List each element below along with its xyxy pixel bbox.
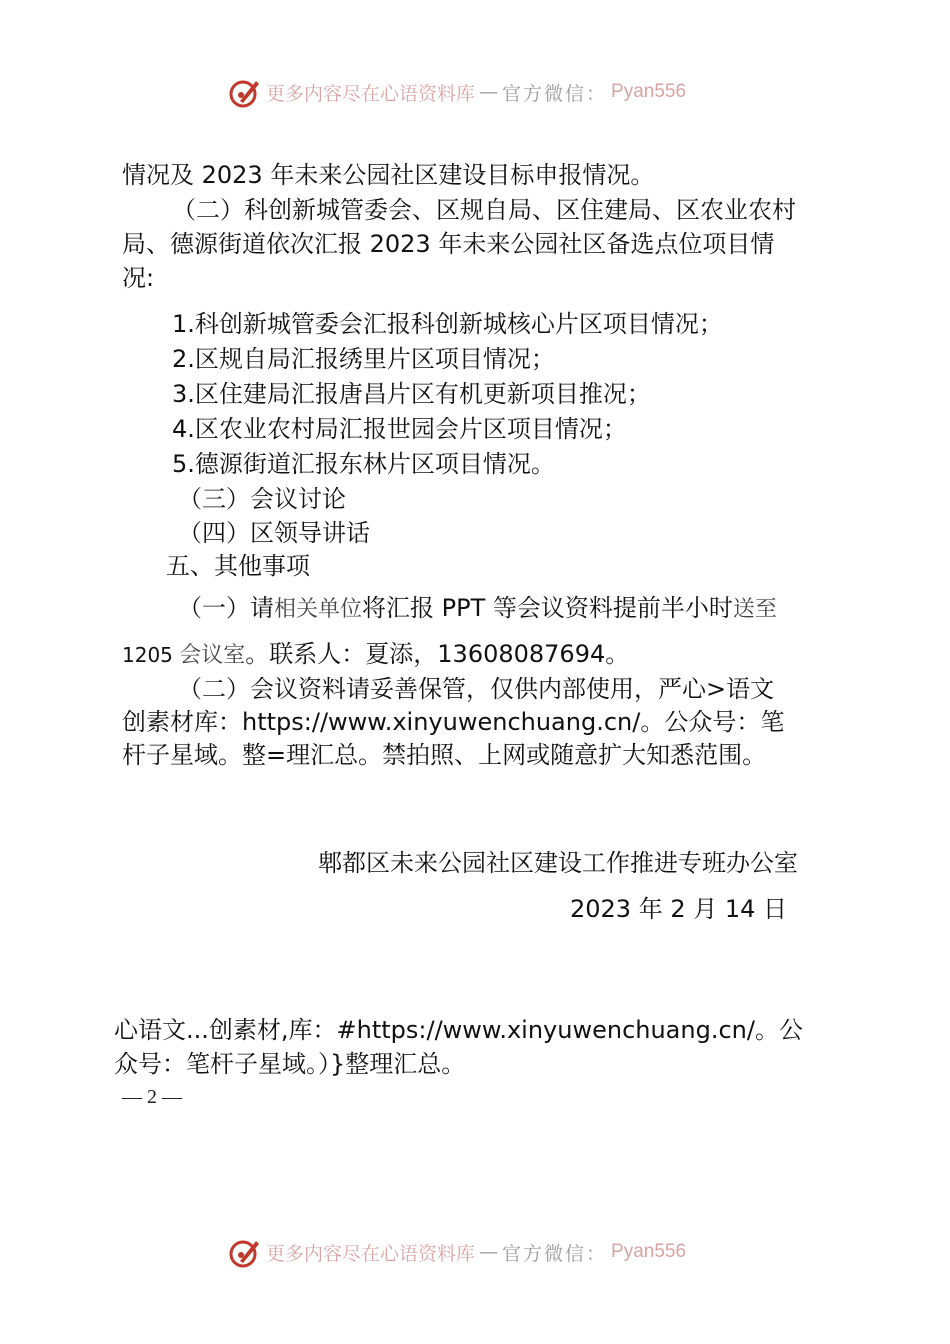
- list-item-1: 1.科创新城管委会汇报科创新城核心片区项目情况；: [172, 310, 723, 338]
- other-item-2-line-1: （二）会议资料请妥善保管，仅供内部使用，严心>语文: [178, 675, 775, 703]
- other-item-1-a: （一）请: [178, 594, 274, 622]
- footer-note-line-2: 众号：笔杆子星域。）}整理汇总。: [114, 1050, 466, 1078]
- signature-org: 郫都区未来公园社区建设工作推进专班办公室: [318, 849, 798, 877]
- watermark-separator: —: [479, 81, 499, 103]
- other-item-2-line-2: 创素材库：https://www.xinyuwenchuang.cn/。公众号：笔: [122, 708, 785, 736]
- other-item-2-line-3: 杆子星域。整=理汇总。禁拍照、上网或随意扩大知悉范围。: [122, 741, 767, 769]
- list-item-3: 3.区住建局汇报唐昌片区有机更新项目推况；: [172, 380, 651, 408]
- watermark-top: [228, 74, 686, 110]
- page-number: — 2 —: [122, 1086, 182, 1108]
- quill-circle-icon: [228, 75, 262, 109]
- room-number: 1205: [122, 643, 180, 667]
- other-item-1-c: 将汇报 PPT 等会议资料提前半小时: [362, 594, 733, 622]
- contact-info: 。联系人：夏添，13608087694。: [245, 640, 630, 668]
- watermark-label: 官方微信：: [502, 82, 608, 105]
- watermark-separator: —: [479, 1241, 499, 1263]
- other-item-1-b: 相关单位: [274, 597, 363, 622]
- body-line-1: 情况及 2023 年未来公园社区建设目标申报情况。: [122, 161, 655, 189]
- body-line-3: 局、德源街道依次汇报 2023 年未来公园社区备选点位项目情: [122, 230, 775, 258]
- list-item-5: 5.德源街道汇报东林片区项目情况。: [172, 450, 555, 478]
- other-item-1: [178, 591, 777, 627]
- body-line-2: （二）科创新城管委会、区规自局、区住建局、区农业农村: [172, 196, 796, 224]
- watermark-slogan: 更多内容尽在心语资料库: [266, 1242, 476, 1265]
- watermark-id: Pyan556: [611, 81, 687, 102]
- watermark-id: Pyan556: [611, 1241, 687, 1262]
- list-item-2: 2.区规自局汇报绣里片区项目情况；: [172, 345, 555, 373]
- other-item-1-continued: [122, 637, 629, 673]
- section-discussion: （三）会议讨论: [178, 485, 346, 513]
- footer-note-line-1: 心语文...创素材,库：#https://www.xinyuwenchuang.cn/。公: [114, 1016, 803, 1044]
- other-item-1-d: 送至: [732, 597, 777, 622]
- section-other-matters: 五、其他事项: [166, 552, 310, 580]
- signature-date: 2023 年 2 月 14 日: [570, 895, 788, 923]
- list-item-4: 4.区农业农村局汇报世园会片区项目情况；: [172, 415, 627, 443]
- section-leader-speech: （四）区领导讲话: [178, 519, 370, 547]
- watermark-slogan: 更多内容尽在心语资料库: [266, 82, 476, 105]
- watermark-label: 官方微信：: [502, 1242, 608, 1265]
- quill-circle-icon: [228, 1235, 262, 1269]
- watermark-bottom: [228, 1234, 686, 1270]
- body-line-4: 况:: [122, 264, 155, 292]
- room-label: 会议室: [179, 643, 246, 668]
